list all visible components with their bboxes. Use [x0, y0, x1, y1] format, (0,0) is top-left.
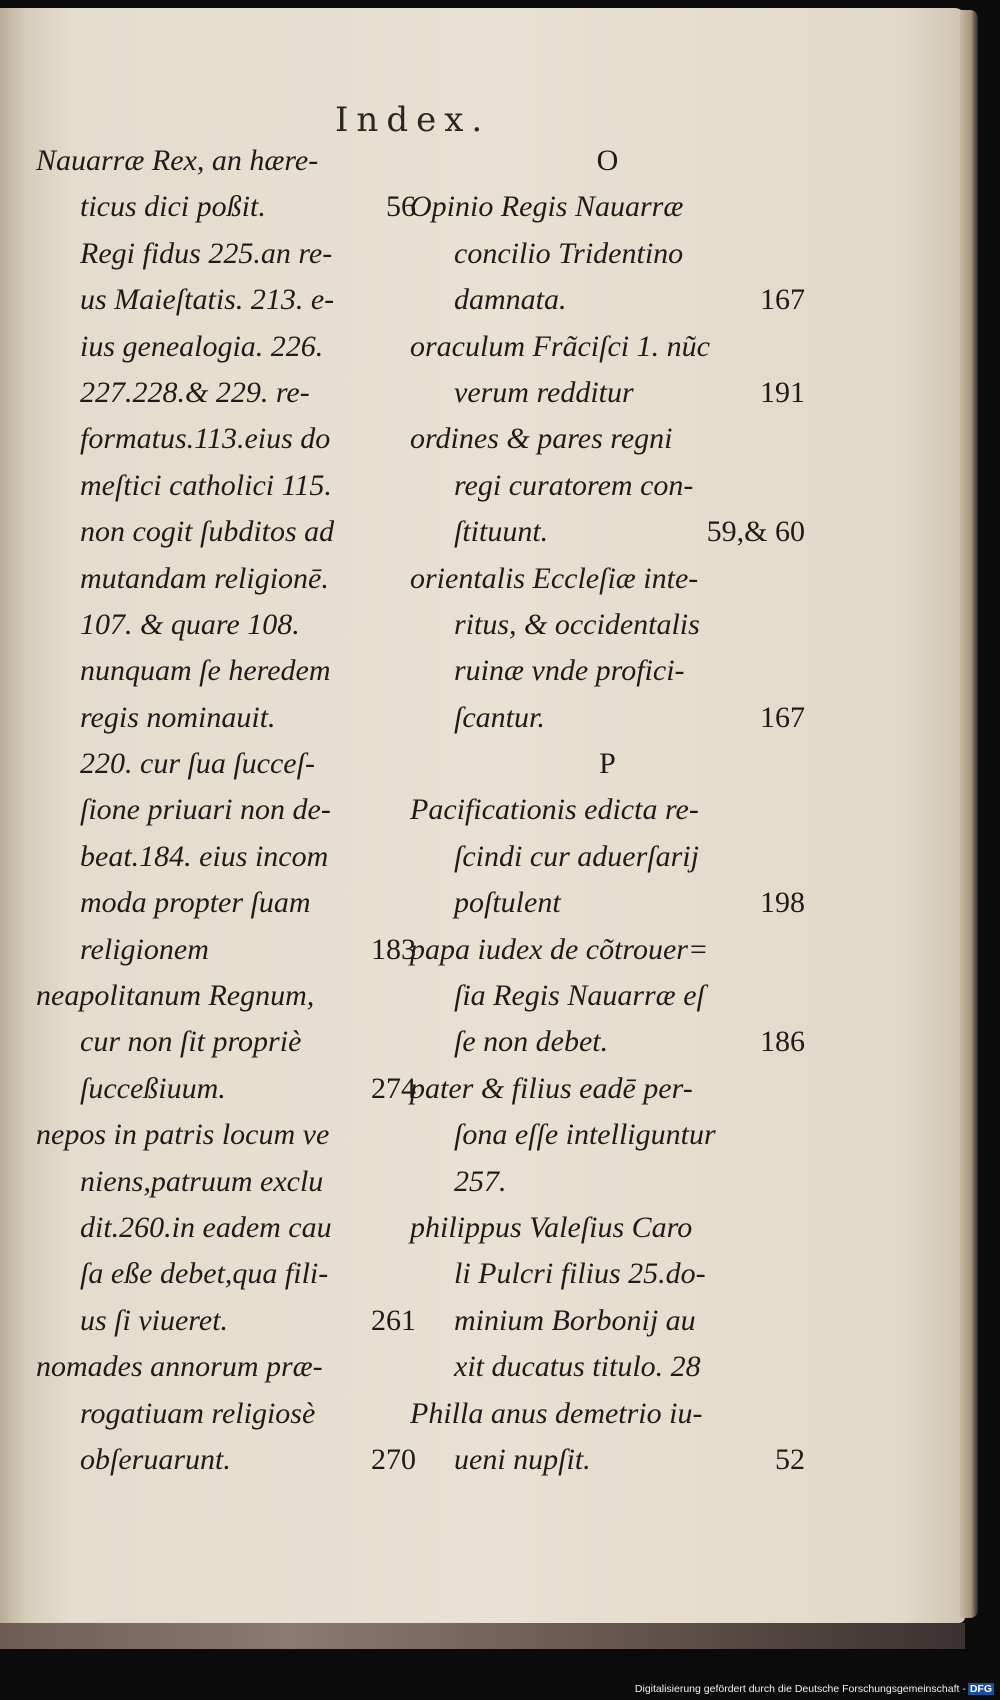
index-entry: [36, 509, 416, 555]
index-entry: [410, 1112, 805, 1158]
entry-text: niens,patruum exclu: [80, 1164, 324, 1198]
entry-text: nunquam ſe heredem: [80, 654, 331, 688]
index-entry: [410, 927, 805, 973]
index-entry: [36, 1019, 416, 1065]
entry-text: obſeruarunt.: [80, 1442, 231, 1476]
credit-text: Digitalisierung gefördert durch die Deutsche Forschungsgemeinschaft -: [634, 1683, 966, 1695]
page-number: 261: [371, 1303, 416, 1337]
index-entry: [410, 834, 805, 880]
entry-text: ius genealogia. 226.: [80, 329, 324, 363]
page-number: 186: [760, 1025, 805, 1059]
index-entry: [410, 184, 805, 230]
digitization-credit: [635, 1683, 994, 1695]
index-entry: [410, 277, 805, 323]
left-index-column: [36, 138, 416, 1483]
index-entry: [410, 416, 805, 462]
entry-text: verum redditur: [454, 375, 634, 409]
entry-text: ſione priuari non de-: [80, 793, 331, 827]
index-entry: [410, 1344, 805, 1390]
entry-text: regis nominauit.: [80, 700, 276, 734]
right-index-column: [410, 138, 805, 1483]
page-number: 56: [386, 190, 416, 224]
index-entry: [36, 602, 416, 648]
index-entry: [36, 556, 416, 602]
index-entry: [410, 1437, 805, 1483]
index-entry: [36, 1112, 416, 1158]
entry-text: us ſi viueret.: [80, 1303, 229, 1337]
entry-text: mutandam religionē.: [80, 561, 329, 595]
index-entry: [410, 1159, 805, 1205]
entry-text: Regi fidus 225.an re-: [80, 236, 333, 270]
index-entry: [410, 1066, 805, 1112]
entry-text: nepos in patris locum ve: [36, 1118, 330, 1152]
page-number: 191: [760, 375, 805, 409]
index-entry: [410, 787, 805, 833]
entry-text: papa iudex de cõtrouer=: [410, 932, 709, 966]
page-number: 167: [760, 283, 805, 317]
index-entry: [36, 695, 416, 741]
index-entry: [410, 231, 805, 277]
entry-text: ſtituunt.: [454, 515, 549, 549]
index-entry: [36, 416, 416, 462]
index-entry: [36, 880, 416, 926]
entry-text: cur non ſit propriè: [80, 1025, 302, 1059]
index-entry: [410, 1251, 805, 1297]
entry-text: regi curatorem con-: [454, 468, 694, 502]
entry-text: ritus, & occidentalis: [454, 607, 700, 641]
page-number: 198: [760, 886, 805, 920]
entry-text: ſe non debet.: [454, 1025, 609, 1059]
entry-text: Pacificationis edicta re-: [410, 793, 699, 827]
index-entry: [36, 1344, 416, 1390]
entry-text: ordines & pares regni: [410, 422, 673, 456]
page-edge: [960, 10, 978, 1618]
entry-text: pater & filius eadē per-: [410, 1071, 693, 1105]
index-entry: [410, 463, 805, 509]
entry-text: beat.184. eius incom: [80, 839, 329, 873]
entry-text: oraculum Frãciſci 1. nũc: [410, 329, 710, 363]
entry-text: ticus dici poßit.: [80, 190, 266, 224]
index-entry: [410, 1205, 805, 1251]
page-number: 183: [371, 932, 416, 966]
index-entry: [410, 695, 805, 741]
entry-text: minium Borbonij au: [454, 1303, 696, 1337]
entry-text: non cogit ſubditos ad: [80, 515, 335, 549]
index-entry: [36, 1205, 416, 1251]
index-entry: [36, 463, 416, 509]
index-entry: [36, 138, 416, 184]
index-entry: [410, 880, 805, 926]
entry-text: li Pulcri filius 25.do-: [454, 1257, 706, 1291]
entry-text: Nauarræ Rex, an hære-: [36, 144, 319, 177]
section-letter: P: [599, 747, 616, 781]
index-header: Index.: [335, 100, 491, 140]
index-entry: [410, 648, 805, 694]
page-number: 59,& 60: [706, 515, 805, 549]
entry-text: rogatiuam religiosè: [80, 1396, 316, 1430]
entry-text: concilio Tridentino: [454, 236, 684, 270]
entry-text: neapolitanum Regnum,: [36, 979, 315, 1013]
entry-text: philippus Valeſius Caro: [410, 1210, 693, 1244]
entry-text: Philla anus demetrio iu-: [410, 1396, 703, 1430]
page-number: 167: [760, 700, 805, 734]
entry-text: nomades annorum præ-: [36, 1350, 323, 1384]
page-number: 270: [371, 1442, 416, 1476]
entry-text: 220. cur ſua ſucceſ-: [80, 747, 315, 781]
entry-text: xit ducatus titulo. 28: [454, 1350, 701, 1384]
page-number: 52: [775, 1442, 805, 1476]
index-entry: [36, 1251, 416, 1297]
index-entry: [36, 927, 416, 973]
entry-text: ſa eße debet,qua fili-: [80, 1257, 329, 1291]
index-entry: [410, 1391, 805, 1437]
page-number: 274: [371, 1071, 416, 1105]
entry-text: ſcindi cur aduerſarij: [454, 839, 699, 873]
entry-text: ſcantur.: [454, 700, 545, 734]
entry-text: ſia Regis Nauarræ eſ: [454, 979, 705, 1013]
index-entry: [36, 277, 416, 323]
section-letter: O: [596, 144, 619, 177]
index-entry: [36, 231, 416, 277]
dfg-logo: DFG: [969, 1683, 992, 1695]
index-entry: [410, 1298, 805, 1344]
index-entry: [36, 834, 416, 880]
index-entry: [36, 1298, 416, 1344]
entry-text: damnata.: [454, 283, 567, 317]
entry-text: 107. & quare 108.: [80, 607, 300, 641]
entry-text: ruinæ vnde profici-: [454, 654, 685, 688]
entry-text: orientalis Eccleſiæ inte-: [410, 561, 699, 595]
entry-text: moda propter ſuam: [80, 886, 311, 920]
index-entry: [36, 1066, 416, 1112]
entry-text: ueni nupſit.: [454, 1442, 591, 1476]
index-entry: [410, 1019, 805, 1065]
index-entry: [36, 787, 416, 833]
index-entry: [410, 324, 805, 370]
book-binding-strip: [0, 1623, 965, 1649]
index-entry: [36, 648, 416, 694]
entry-text: ſucceßiuum.: [80, 1071, 226, 1105]
entry-text: 227.228.& 229. re-: [80, 375, 310, 409]
entry-text: 257.: [454, 1164, 507, 1198]
index-entry: [36, 741, 416, 787]
index-entry: [36, 1437, 416, 1483]
index-entry: [36, 370, 416, 416]
index-entry: [410, 556, 805, 602]
index-entry: [36, 973, 416, 1019]
entry-text: poſtulent: [454, 886, 561, 920]
entry-text: ſona eſſe intelliguntur: [454, 1118, 716, 1152]
index-entry: [36, 184, 416, 230]
index-entry: [410, 973, 805, 1019]
index-entry: [36, 1159, 416, 1205]
index-entry: [36, 1391, 416, 1437]
index-entry: [410, 370, 805, 416]
entry-text: us Maieſtatis. 213. e-: [80, 283, 335, 317]
index-entry: [36, 324, 416, 370]
entry-text: dit.260.in eadem cau: [80, 1210, 332, 1244]
entry-text: formatus.113.eius do: [80, 422, 331, 456]
index-entry: [410, 509, 805, 555]
entry-text: meſtici catholici 115.: [80, 468, 332, 502]
index-entry: [410, 602, 805, 648]
entry-text: religionem: [80, 932, 209, 966]
entry-text: Opinio Regis Nauarræ: [410, 190, 684, 224]
